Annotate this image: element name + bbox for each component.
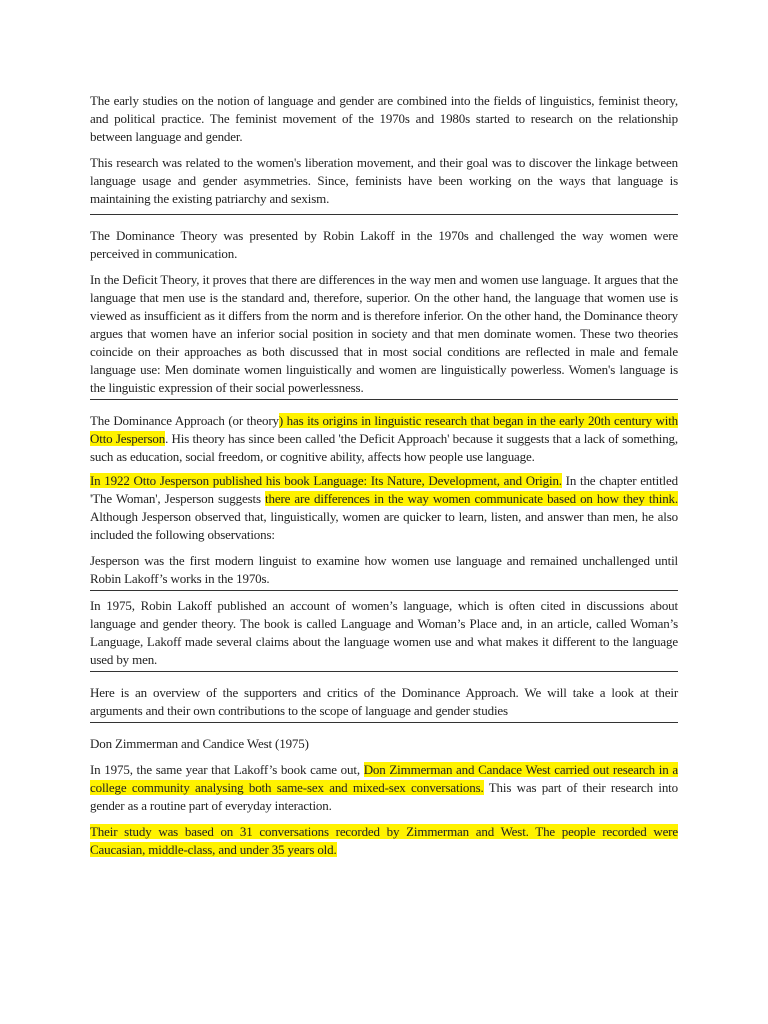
paragraph-dominance-approach <box>90 412 678 466</box>
paragraph-liberation-movement: This research was related to the women's liberation movement, and their goal was to discover the linkage between language usage and gender asymmetries. Since, feminists have been working on the ways that language is maintaining the existing patriarchy and sexism. <box>90 155 678 206</box>
horizontal-rule <box>90 722 678 723</box>
paragraph-overview: Here is an overview of the supporters and critics of the Dominance Approach. We will take a look at their arguments and their own contributions to the scope of language and gender studies <box>90 685 678 718</box>
text-run: The Dominance Approach (or theory <box>90 413 279 428</box>
document-page <box>90 92 678 859</box>
paragraph-intro: The early studies on the notion of language and gender are combined into the fields of linguistics, feminist theory, and political practice. The feminist movement of the 1970s and 1980s started to research on the relationship between language and gender. <box>90 93 678 144</box>
horizontal-rule <box>90 214 678 215</box>
highlighted-text: In 1922 Otto Jesperson published his book Language: Its Nature, Development, and Origin. <box>90 473 562 488</box>
highlighted-text: ) has its origins in linguistic research that began in the early 20th century with Otto Jesperson <box>90 413 679 446</box>
paragraph-lakoff-1975: In 1975, Robin Lakoff published an account of women’s language, which is often cited in discussions about language and gender theory. The book is called Language and Woman’s Place and, in an article, called Woman’s Language, Lakoff made several claims about the language women use and what makes it different to the language used by men. <box>90 598 678 667</box>
paragraph-zimmerman-west-research <box>90 761 678 815</box>
text-run: In 1975, the same year that Lakoff’s book came out, <box>90 762 364 777</box>
horizontal-rule <box>90 671 678 672</box>
highlighted-text: there are differences in the way women communicate based on how they think. <box>265 491 679 506</box>
section-heading-zimmerman-west: Don Zimmerman and Candice West (1975) <box>90 736 309 751</box>
horizontal-rule <box>90 399 678 400</box>
highlighted-text: Their study was based on 31 conversations recorded by Zimmerman and West. The people recorded were Caucasian, middle-class, and under 35 years old. <box>90 824 678 857</box>
paragraph-study-basis <box>90 823 678 859</box>
paragraph-jesperson-book <box>90 472 678 544</box>
paragraph-deficit-theory: In the Deficit Theory, it proves that there are differences in the way men and women use language. It argues that the language that men use is the standard and, therefore, superior. On the other hand, the language that women use is viewed as insufficient as it differs from the norm and is therefore inferior. On the other hand, the Dominance theory argues that women have an inferior social position in society and that men dominate women. These two theories coincide on their approaches as both discussed that in most social conditions are reflected in male and female language use: Men dominate women linguistically and women are linguistically powerless. Women's language is the linguistic expression of their social powerlessness. <box>90 272 678 395</box>
horizontal-rule <box>90 590 678 591</box>
text-run: Although Jesperson observed that, linguistically, women are quicker to learn, listen, and answer than men, he also included the following observations: <box>90 509 678 542</box>
paragraph-dominance-theory: The Dominance Theory was presented by Robin Lakoff in the 1970s and challenged the way women were perceived in communication. <box>90 228 678 261</box>
highlighted-text: Don Zimmerman and Candace West carried out research in a college community analysing both same-sex and mixed-sex conversations. <box>90 762 678 795</box>
text-run: This was part of their research into gender as a routine part of everyday interaction. <box>90 780 678 813</box>
text-run: In the chapter entitled 'The Woman', Jesperson suggests <box>90 473 678 506</box>
paragraph-jesperson-first: Jesperson was the first modern linguist to examine how women use language and remained unchallenged until Robin Lakoff’s works in the 1970s. <box>90 553 678 586</box>
text-run: . His theory has since been called 'the Deficit Approach' because it suggests that a lack of something, such as education, social freedom, or cognitive ability, affects how people use language. <box>90 431 678 464</box>
